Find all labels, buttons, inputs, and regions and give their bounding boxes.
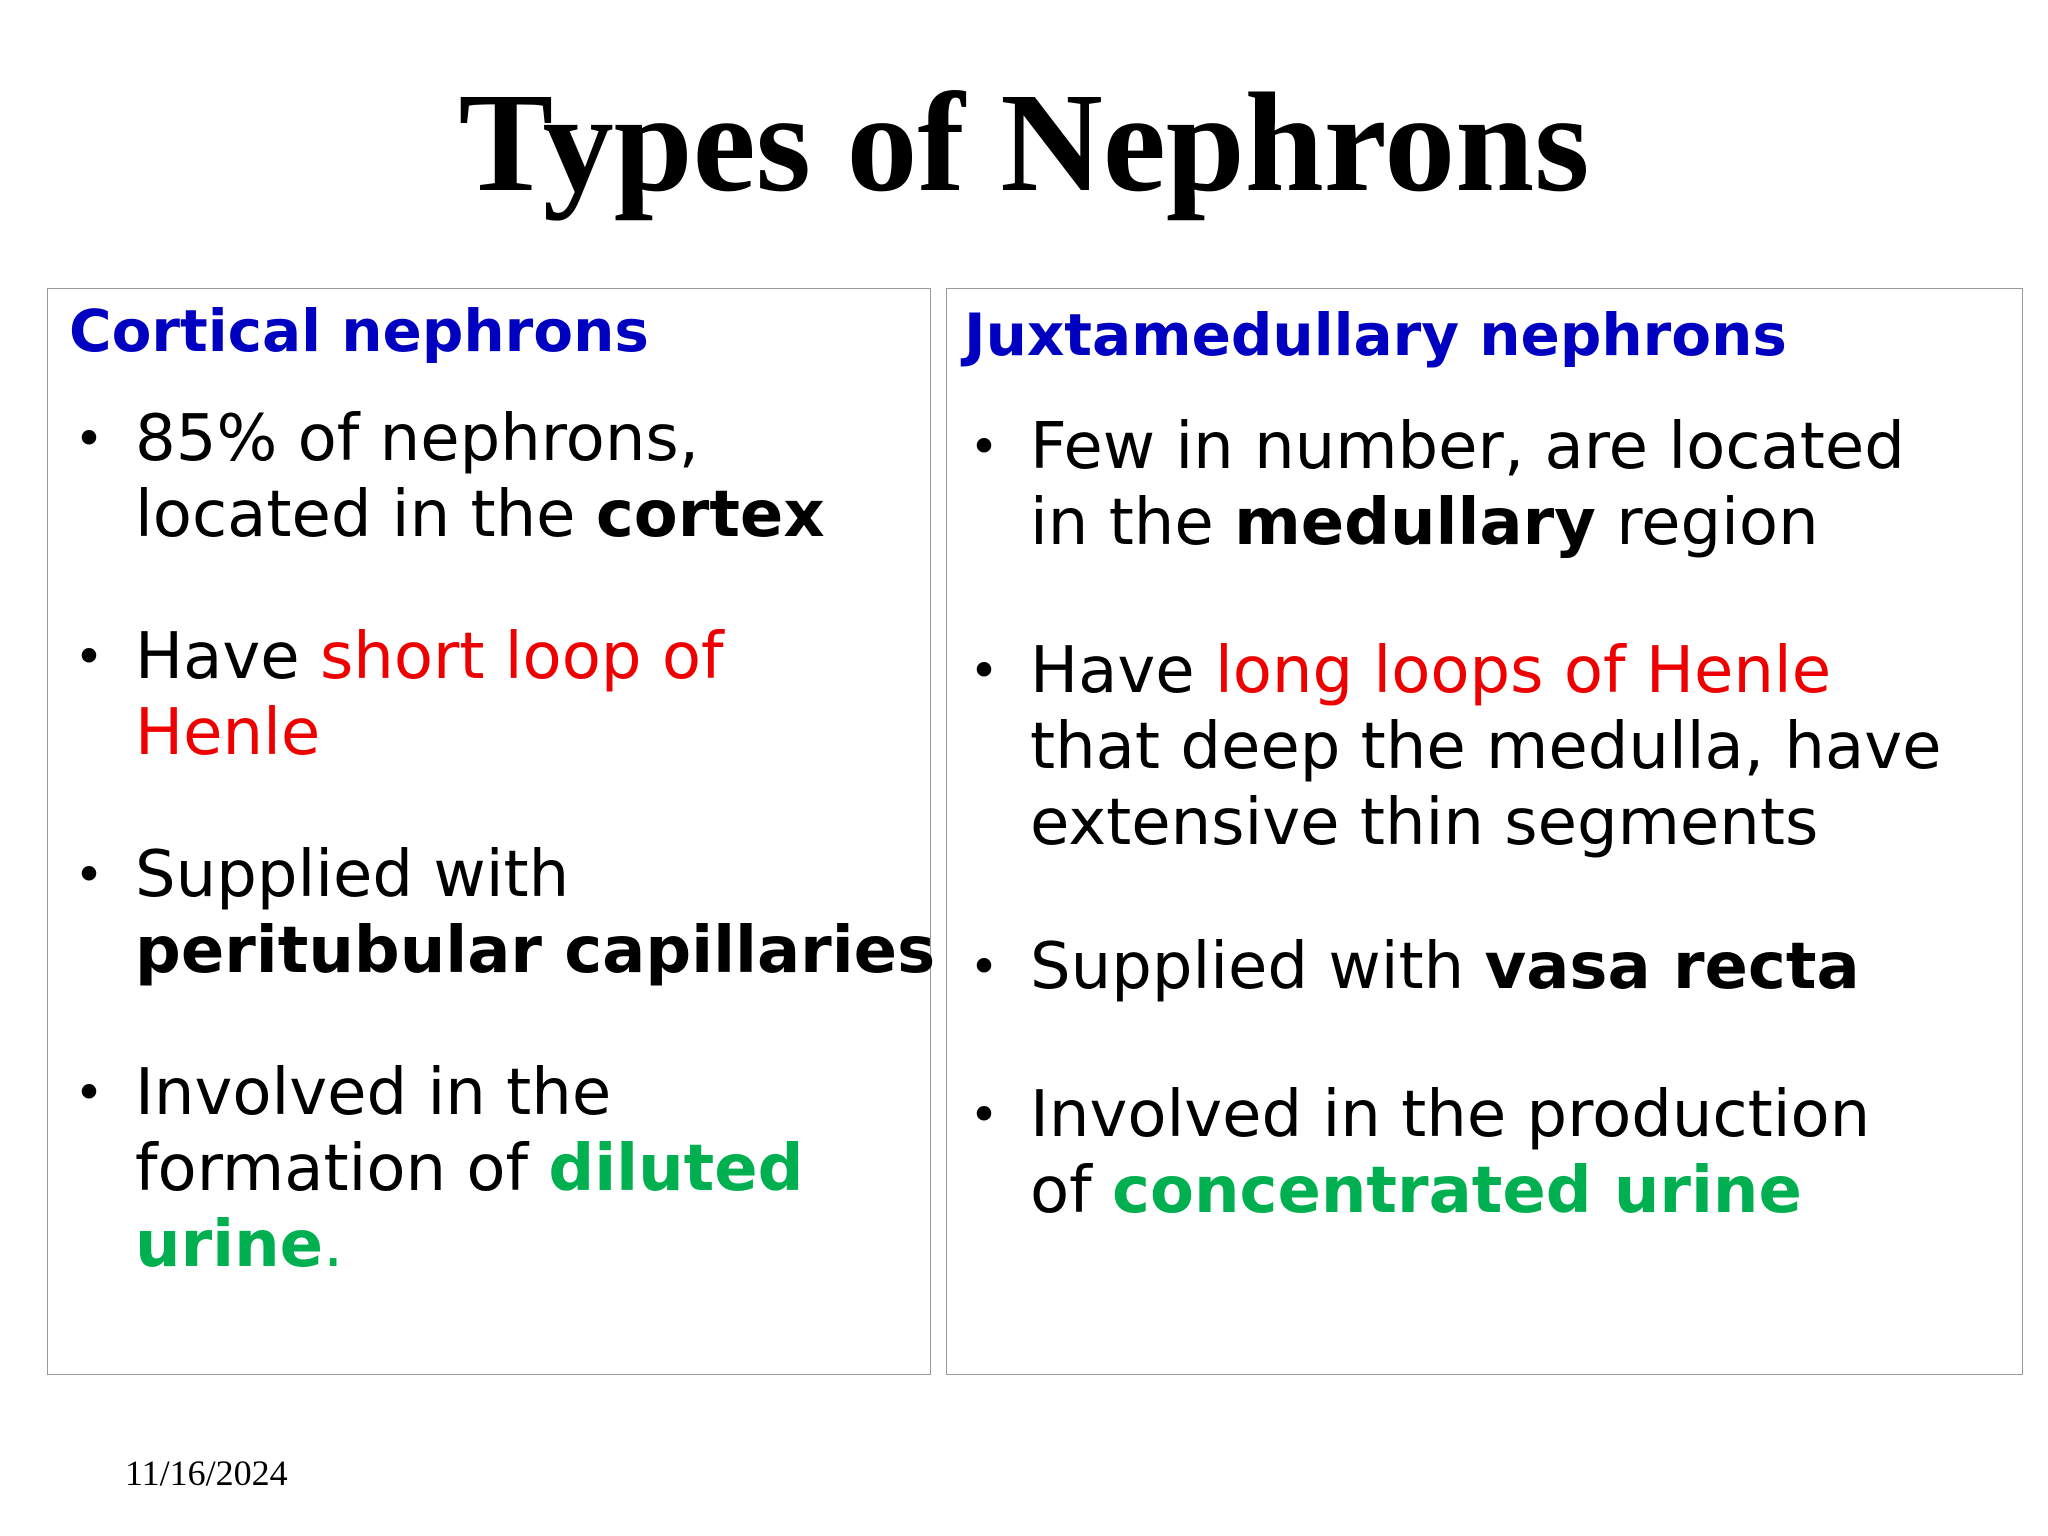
bullet-text: Involved in the production: [1030, 1078, 1871, 1152]
bullet-text: Supplied with: [1030, 930, 1485, 1004]
keyword-short-loop: short loop of: [319, 620, 724, 694]
keyword-peritubular-capillaries: peritubular capillaries: [135, 914, 936, 988]
juxtamedullary-heading: Juxtamedullary nephrons: [964, 301, 1787, 369]
bullet-marker: •: [969, 1086, 999, 1144]
bullet-text: extensive thin segments: [1030, 786, 1819, 860]
bullet-text: .: [323, 1208, 344, 1282]
cortical-nephrons-panel: [47, 288, 936, 1375]
juxtamedullary-bullet-function: [964, 1077, 2019, 1229]
cortical-bullet-location: [69, 401, 929, 553]
cortical-heading: Cortical nephrons: [69, 297, 649, 365]
keyword-cortex: cortex: [595, 478, 825, 552]
bullet-text: that deep the medulla, have: [1030, 710, 1942, 784]
keyword-long-loops: long loops of Henle: [1214, 634, 1832, 708]
slide-date: 11/16/2024: [125, 1453, 288, 1493]
bullet-text: located in the: [135, 478, 596, 552]
bullet-text: in the: [1030, 486, 1235, 560]
cortical-bullet-list: [69, 401, 936, 1349]
juxtamedullary-nephrons-panel: [946, 288, 2023, 1375]
bullet-marker: •: [969, 642, 999, 700]
slide-title: Types of Nephrons: [458, 63, 1590, 221]
bullet-marker: •: [74, 846, 104, 904]
bullet-marker: •: [969, 938, 999, 996]
keyword-diluted: diluted: [548, 1132, 804, 1206]
bullet-text: Have: [135, 620, 320, 694]
juxtamedullary-bullet-supply: [964, 929, 2019, 1005]
cortical-bullet-supply: [69, 837, 936, 989]
keyword-henle: Henle: [135, 696, 321, 770]
bullet-text: formation of: [135, 1132, 549, 1206]
juxtamedullary-bullet-loop: [964, 633, 2019, 861]
bullet-text: Have: [1030, 634, 1215, 708]
bullet-text: of: [1030, 1154, 1113, 1228]
bullet-marker: •: [969, 418, 999, 476]
keyword-urine: urine: [135, 1208, 324, 1282]
bullet-text: region: [1595, 486, 1819, 560]
juxtamedullary-bullet-location: [964, 409, 2019, 561]
cortical-bullet-function: [69, 1055, 929, 1283]
bullet-marker: •: [74, 410, 104, 468]
cortical-bullet-loop: [69, 619, 929, 771]
juxtamedullary-bullet-list: [964, 409, 2019, 1301]
bullet-text: Supplied with: [135, 838, 570, 912]
bullet-marker: •: [74, 1064, 104, 1122]
keyword-concentrated-urine: concentrated urine: [1112, 1154, 1802, 1228]
bullet-marker: •: [74, 628, 104, 686]
keyword-vasa-recta: vasa recta: [1484, 930, 1860, 1004]
keyword-medullary: medullary: [1234, 486, 1596, 560]
bullet-text: Few in number, are located: [1030, 410, 1905, 484]
bullet-text: 85% of nephrons,: [135, 402, 700, 476]
bullet-text: Involved in the: [135, 1056, 612, 1130]
